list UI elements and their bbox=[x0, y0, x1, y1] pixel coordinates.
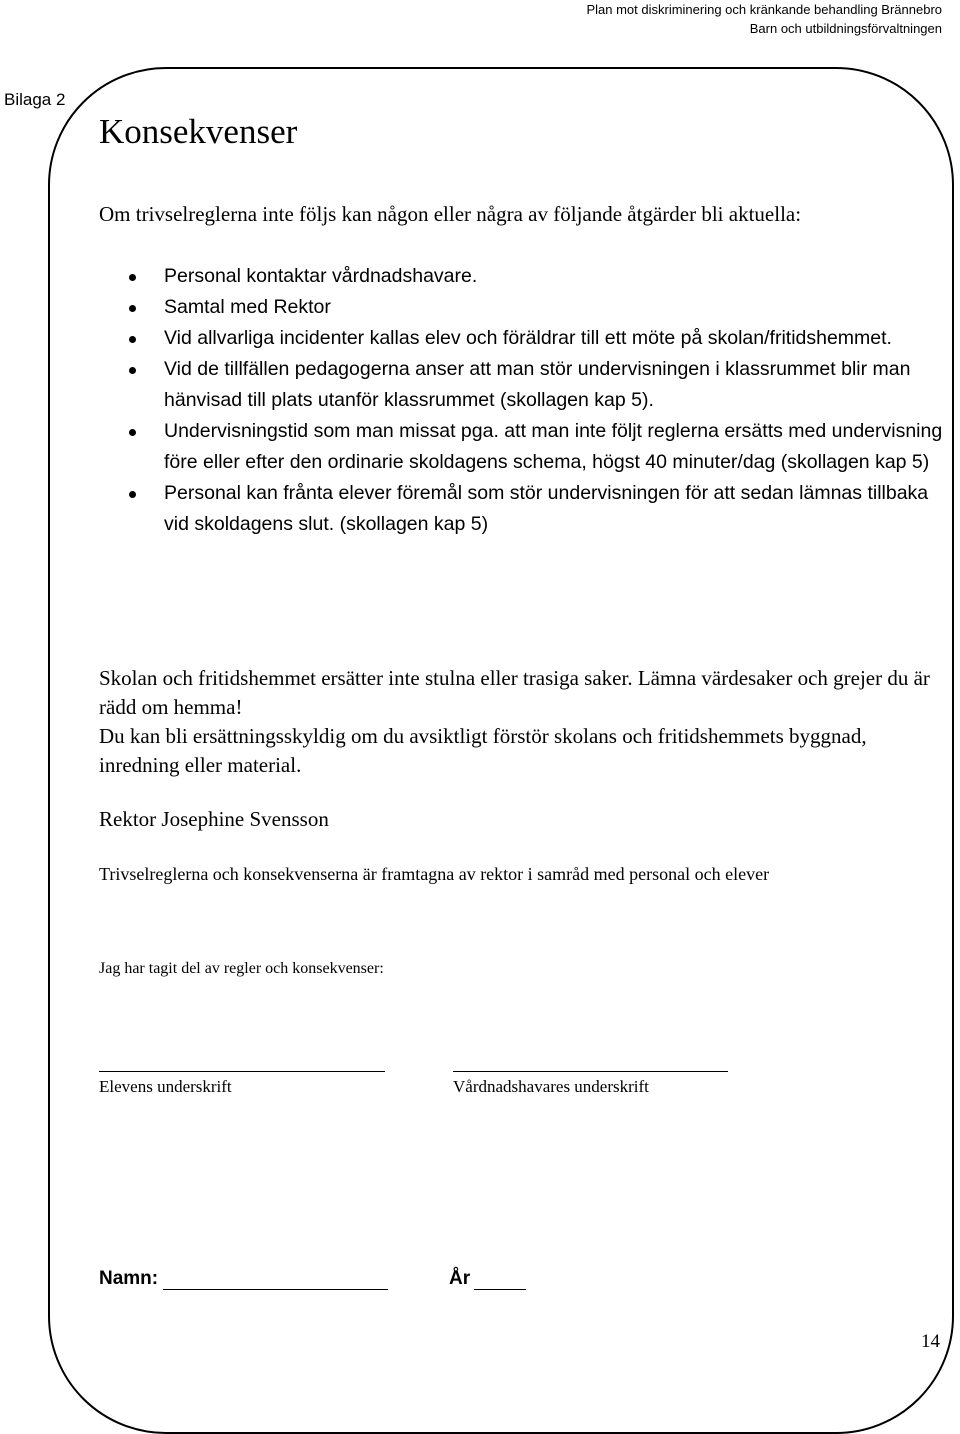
bullet-icon bbox=[129, 367, 136, 374]
rules-note: Trivselreglerna och konsekvenserna är framtagna av rektor i samråd med personal och elever bbox=[99, 864, 770, 884]
list-item: Samtal med Rektor bbox=[129, 292, 949, 323]
principal-name: Rektor Josephine Svensson bbox=[99, 807, 329, 831]
page-number: 14 bbox=[921, 1331, 940, 1352]
guardian-signature-line[interactable] bbox=[453, 1071, 728, 1072]
student-signature-line[interactable] bbox=[99, 1071, 385, 1072]
bullet-icon bbox=[129, 305, 136, 312]
liability-paragraph: Du kan bli ersättningsskyldig om du avsiktligt förstör skolans och fritidshemmets byggnad, inredning eller material. bbox=[99, 724, 867, 777]
year-label: År bbox=[449, 1268, 471, 1289]
bullet-icon bbox=[129, 429, 136, 436]
intro-text: Om trivselreglerna inte följs kan någon eller några av följande åtgärder bli aktuella: bbox=[99, 202, 802, 226]
list-item: Personal kontaktar vårdnadshavare. bbox=[129, 261, 949, 292]
student-signature-label: Elevens underskrift bbox=[99, 1077, 232, 1096]
year-field-line[interactable] bbox=[474, 1289, 526, 1290]
acknowledgement-text: Jag har tagit del av regler och konsekvenser: bbox=[99, 960, 384, 977]
valuables-paragraph: Skolan och fritidshemmet ersätter inte stulna eller trasiga saker. Lämna värdesaker och grejer du är rädd om hemma! bbox=[99, 666, 930, 719]
bullet-icon bbox=[129, 491, 136, 498]
consequences-list bbox=[129, 261, 949, 540]
guardian-signature-label: Vårdnadshavares underskrift bbox=[453, 1077, 649, 1096]
header-title: Plan mot diskriminering och kränkande behandling Brännebro bbox=[586, 2, 942, 17]
list-item: Vid de tillfällen pedagogerna anser att man stör undervisningen i klassrummet blir man hänvisad till plats utanför klassrummet (skollagen kap 5). bbox=[129, 354, 949, 416]
bullet-icon bbox=[129, 336, 136, 343]
page-header bbox=[586, 0, 942, 38]
bullet-icon bbox=[129, 274, 136, 281]
appendix-label: Bilaga 2 bbox=[4, 90, 66, 109]
list-item: Undervisningstid som man missat pga. att man inte följt reglerna ersätts med undervisning före eller efter den ordinarie skoldagens schema, högst 40 minuter/dag (skollagen kap 5) bbox=[129, 416, 949, 478]
list-item: Vid allvarliga incidenter kallas elev och föräldrar till ett möte på skolan/fritidshemmet. bbox=[129, 323, 949, 354]
header-subtitle: Barn och utbildningsförvaltningen bbox=[749, 21, 942, 36]
name-label: Namn: bbox=[99, 1268, 159, 1289]
name-field-line[interactable] bbox=[163, 1289, 388, 1290]
page-title: Konsekvenser bbox=[99, 112, 298, 151]
list-item: Personal kan frånta elever föremål som stör undervisningen för att sedan lämnas tillbaka vid skoldagens slut. (skollagen kap 5) bbox=[129, 478, 949, 540]
